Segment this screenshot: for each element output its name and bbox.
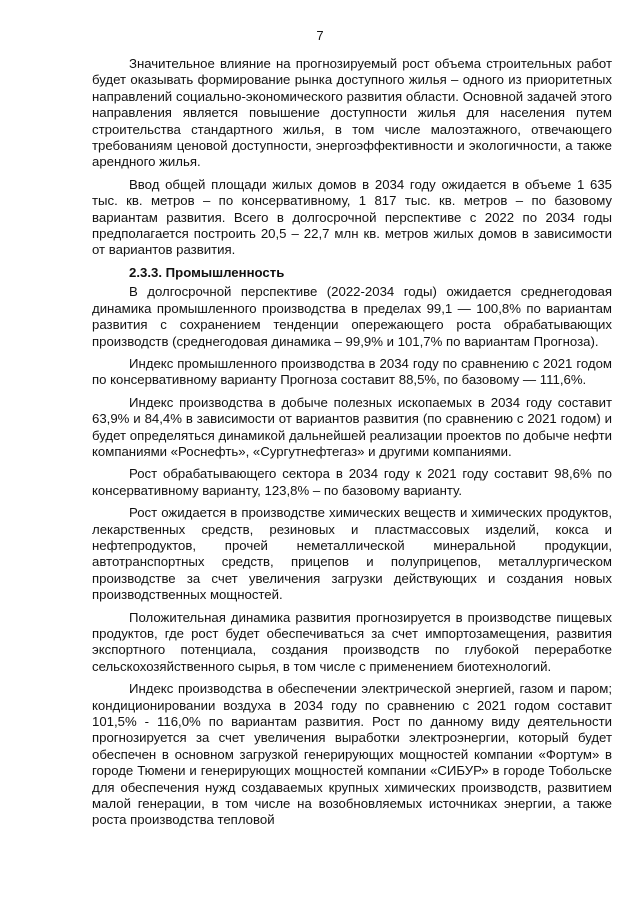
paragraph: Индекс производства в обеспечении электрической энергией, газом и паром; кондиционировании воздуха в 2034 году по сравнению с 2021 годом составит 101,5% - 116,0% по вариантам развития. Рост по данному виду деятельности прогнозируется за счет увеличения выработки электроэнергии, который будет обеспечен в основном загрузкой генерирующих мощностей компании «Фортум» в городе Тюмени и генерирующих мощностей компании «СИБУР» в городе Тобольске для обеспечения нужд создаваемых крупных химических производств, развитием малой генерации, в том числе на возобновляемых источниках энергии, а также роста производства тепловой (92, 681, 612, 828)
paragraph: Значительное влияние на прогнозируемый рост объема строительных работ будет оказывать формирование рынка доступного жилья – одного из приоритетных направлений социально-экономического развития области. Основной задачей этого направления является повышение доступности жилья для населения путем строительства стандартного жилья, в том числе малоэтажного, отвечающего требованиям ценовой доступности, энергоэффективности и экологичности, а также арендного жилья. (92, 56, 612, 170)
paragraph: Индекс производства в добыче полезных ископаемых в 2034 году составит 63,9% и 84,4% в зависимости от вариантов развития (по сравнению с 2021 годом) и будет определяться динамикой дальнейшей реализации проектов по добыче нефти компаниями «Роснефть», «Сургутнефтегаз» и другими компаниями. (92, 394, 612, 459)
paragraph: Положительная динамика развития прогнозируется в производстве пищевых продуктов, где рост будет обеспечиваться за счет импортозамещения, развития экспортного потенциала, создания производств по глубокой переработке сельскохозяйственного сырья, в том числе с применением биотехнологий. (92, 609, 612, 674)
section-heading: 2.3.3. Промышленность (129, 264, 285, 280)
paragraph: Рост ожидается в производстве химических веществ и химических продуктов, лекарственных средств, резиновых и пластмассовых изделий, кокса и нефтепродуктов, прочей неметаллической минеральной продукции, автотранспортных средств, прицепов и полуприцепов, металлургическом производстве за счет увеличения загрузки действующих и создания новых производственных мощностей. (92, 505, 612, 603)
paragraph: Индекс промышленного производства в 2034 году по сравнению с 2021 годом по консервативному варианту Прогноза составит 88,5%, по базовому — 111,6%. (92, 355, 612, 388)
page-body (92, 56, 612, 835)
paragraph: Рост обрабатывающего сектора в 2034 году к 2021 году составит 98,6% по консервативному варианту, 123,8% – по базовому варианту. (92, 466, 612, 498)
paragraph: Ввод общей площади жилых домов в 2034 году ожидается в объеме 1 635 тыс. кв. метров – по консервативному, 1 817 тыс. кв. метров – по базовому вариантам развития. Всего в долгосрочной перспективе с 2022 по 2034 годы предполагается построить 20,5 – 22,7 млн кв. метров жилых домов в зависимости от вариантов развития. (92, 176, 612, 258)
paragraph: В долгосрочной перспективе (2022-2034 годы) ожидается среднегодовая динамика промышленного производства в пределах 99,1 — 100,8% по вариантам развития с сохранением тенденции опережающего роста обрабатывающих производств (среднегодовая динамика – 99,9% и 101,7% по вариантам Прогноза). (92, 284, 612, 349)
page-number: 7 (316, 28, 324, 43)
